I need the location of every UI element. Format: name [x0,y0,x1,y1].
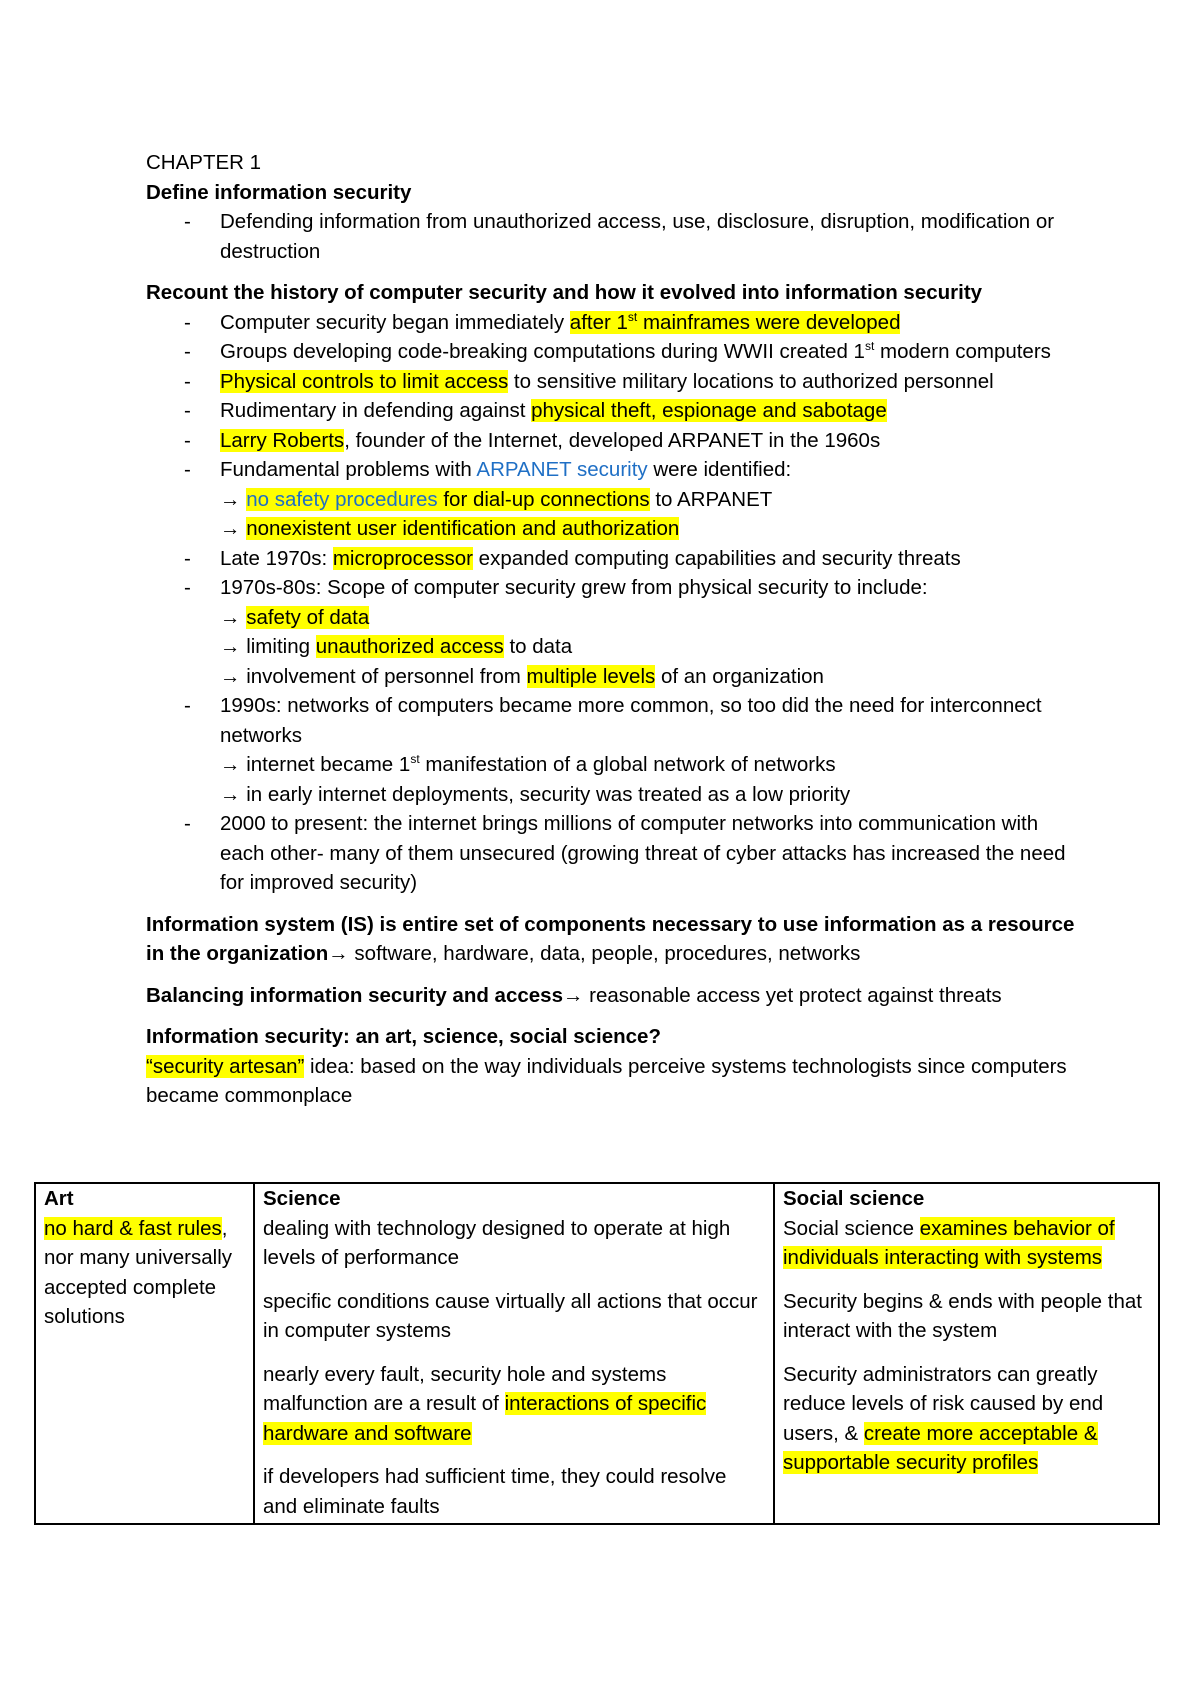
table-cell-art: Art no hard & fast rules, nor many universally accepted complete solutions [35,1183,254,1524]
comparison-table [34,1182,1160,1525]
arrow-icon: → [220,517,247,540]
history-heading: Recount the history of computer security and how it evolved into information security [146,281,983,304]
arrow-icon: → [220,753,247,776]
define-heading: Define information security [146,180,412,204]
list-item: - Computer security began immediately after 1st mainframes were developed [184,309,901,334]
arrow-icon: → [220,782,247,806]
sub-item: → in early internet deployments, security was treated as a low priority [220,782,851,806]
sub-item: → no safety procedures for dial-up connections to ARPANET [220,487,773,511]
arrow-icon: → [220,635,247,658]
highlight: create more acceptable & supportable security profiles [783,1421,1098,1474]
highlight: safety of data [246,605,370,629]
table-cell-science: Science dealing with technology designed to operate at high levels of performance specific conditions cause virtually all actions that occur in computer systems nearly every fault, security hole and systems malfunction are a result of interactions of specific hardware and software if developers had sufficient time, they could resolve and eliminate faults [254,1183,774,1524]
list-item: - Groups developing code-breaking computations during WWII created 1st modern computers [184,339,1051,363]
sub-item: → involvement of personnel from multiple levels of an organization [220,664,824,688]
column-header-art: Art [44,1187,74,1210]
list-item: - Physical controls to limit access to sensitive military locations to authorized personnel [184,369,994,393]
highlight: after 1st mainframes were developed [569,309,901,334]
arrow-icon: → [220,605,247,629]
column-header-science: Science [263,1187,341,1210]
list-item: - Late 1970s: microprocessor expanded computing capabilities and security threats [184,546,961,570]
list-item: - Defending information from unauthorized access, use, disclosure, disruption, modification or destruction [184,210,1055,263]
sub-item: → limiting unauthorized access to data [220,635,573,658]
highlight: Physical controls to limit access [220,369,509,393]
table-row [35,1183,1159,1524]
balance-paragraph: Balancing information security and access→ reasonable access yet protect against threats [146,983,1002,1007]
is-paragraph: Information system (IS) is entire set of components necessary to use information as a resource in the organization→ software, hardware, data, people, procedures, networks [146,912,1075,965]
highlight: nonexistent user identification and authorization [246,517,680,540]
art-heading: Information security: an art, science, social science? [146,1025,661,1048]
list-item: - Rudimentary in defending against physical theft, espionage and sabotage [184,399,887,422]
highlight: microprocessor [332,546,473,570]
arrow-icon: → [562,983,590,1007]
sub-item [146,603,1076,633]
column-header-social: Social science [783,1187,925,1210]
art-section [146,1022,1076,1111]
highlight: no safety procedures [246,487,438,511]
list-item: - 1990s: networks of computers became more common, so too did the need for interconnect networks [184,694,1042,747]
highlight: for dial-up connections [437,487,650,511]
list-item: - Larry Roberts, founder of the Internet, developed ARPANET in the 1960s [184,428,881,452]
art-paragraph: “security artesan” idea: based on the way individuals perceive systems technologists since computers became commonplace [146,1054,1067,1107]
highlight: Larry Roberts [220,428,345,452]
document-page [146,148,1076,1111]
list-item: - 1970s-80s: Scope of computer security grew from physical security to include: [184,576,928,599]
highlight: no hard & fast rules [44,1216,222,1240]
define-section [146,178,1076,267]
arrow-icon: → [328,942,355,965]
highlight: examines behavior of individuals interacting with systems [783,1216,1115,1269]
history-section [146,278,1076,898]
chapter-title: CHAPTER 1 [146,151,262,174]
highlight: interactions of specific hardware and software [263,1392,707,1445]
sub-item [146,514,1076,544]
arrow-icon: → [220,487,247,511]
table-cell-social: Social science Social science examines behavior of individuals interacting with systems Security begins & ends with people that interact with the system Security administrators can greatly reduce levels of risk caused by end users, & create more acceptable & supportable security profiles [774,1183,1159,1524]
blue-text: ARPANET security [476,458,648,481]
list-item: - 2000 to present: the internet brings millions of computer networks into communication with each other- many of them unsecured (growing threat of cyber attacks has increased the need for improved security) [184,812,1066,894]
arrow-icon: → [220,664,247,688]
list-item: - Fundamental problems with ARPANET security were identified: [184,458,792,481]
highlight: physical theft, espionage and sabotage [531,399,887,422]
highlight: “security artesan” [146,1054,305,1078]
sub-item: → internet became 1st manifestation of a global network of networks [220,752,836,776]
highlight: multiple levels [526,664,656,688]
highlight: unauthorized access [315,635,504,658]
